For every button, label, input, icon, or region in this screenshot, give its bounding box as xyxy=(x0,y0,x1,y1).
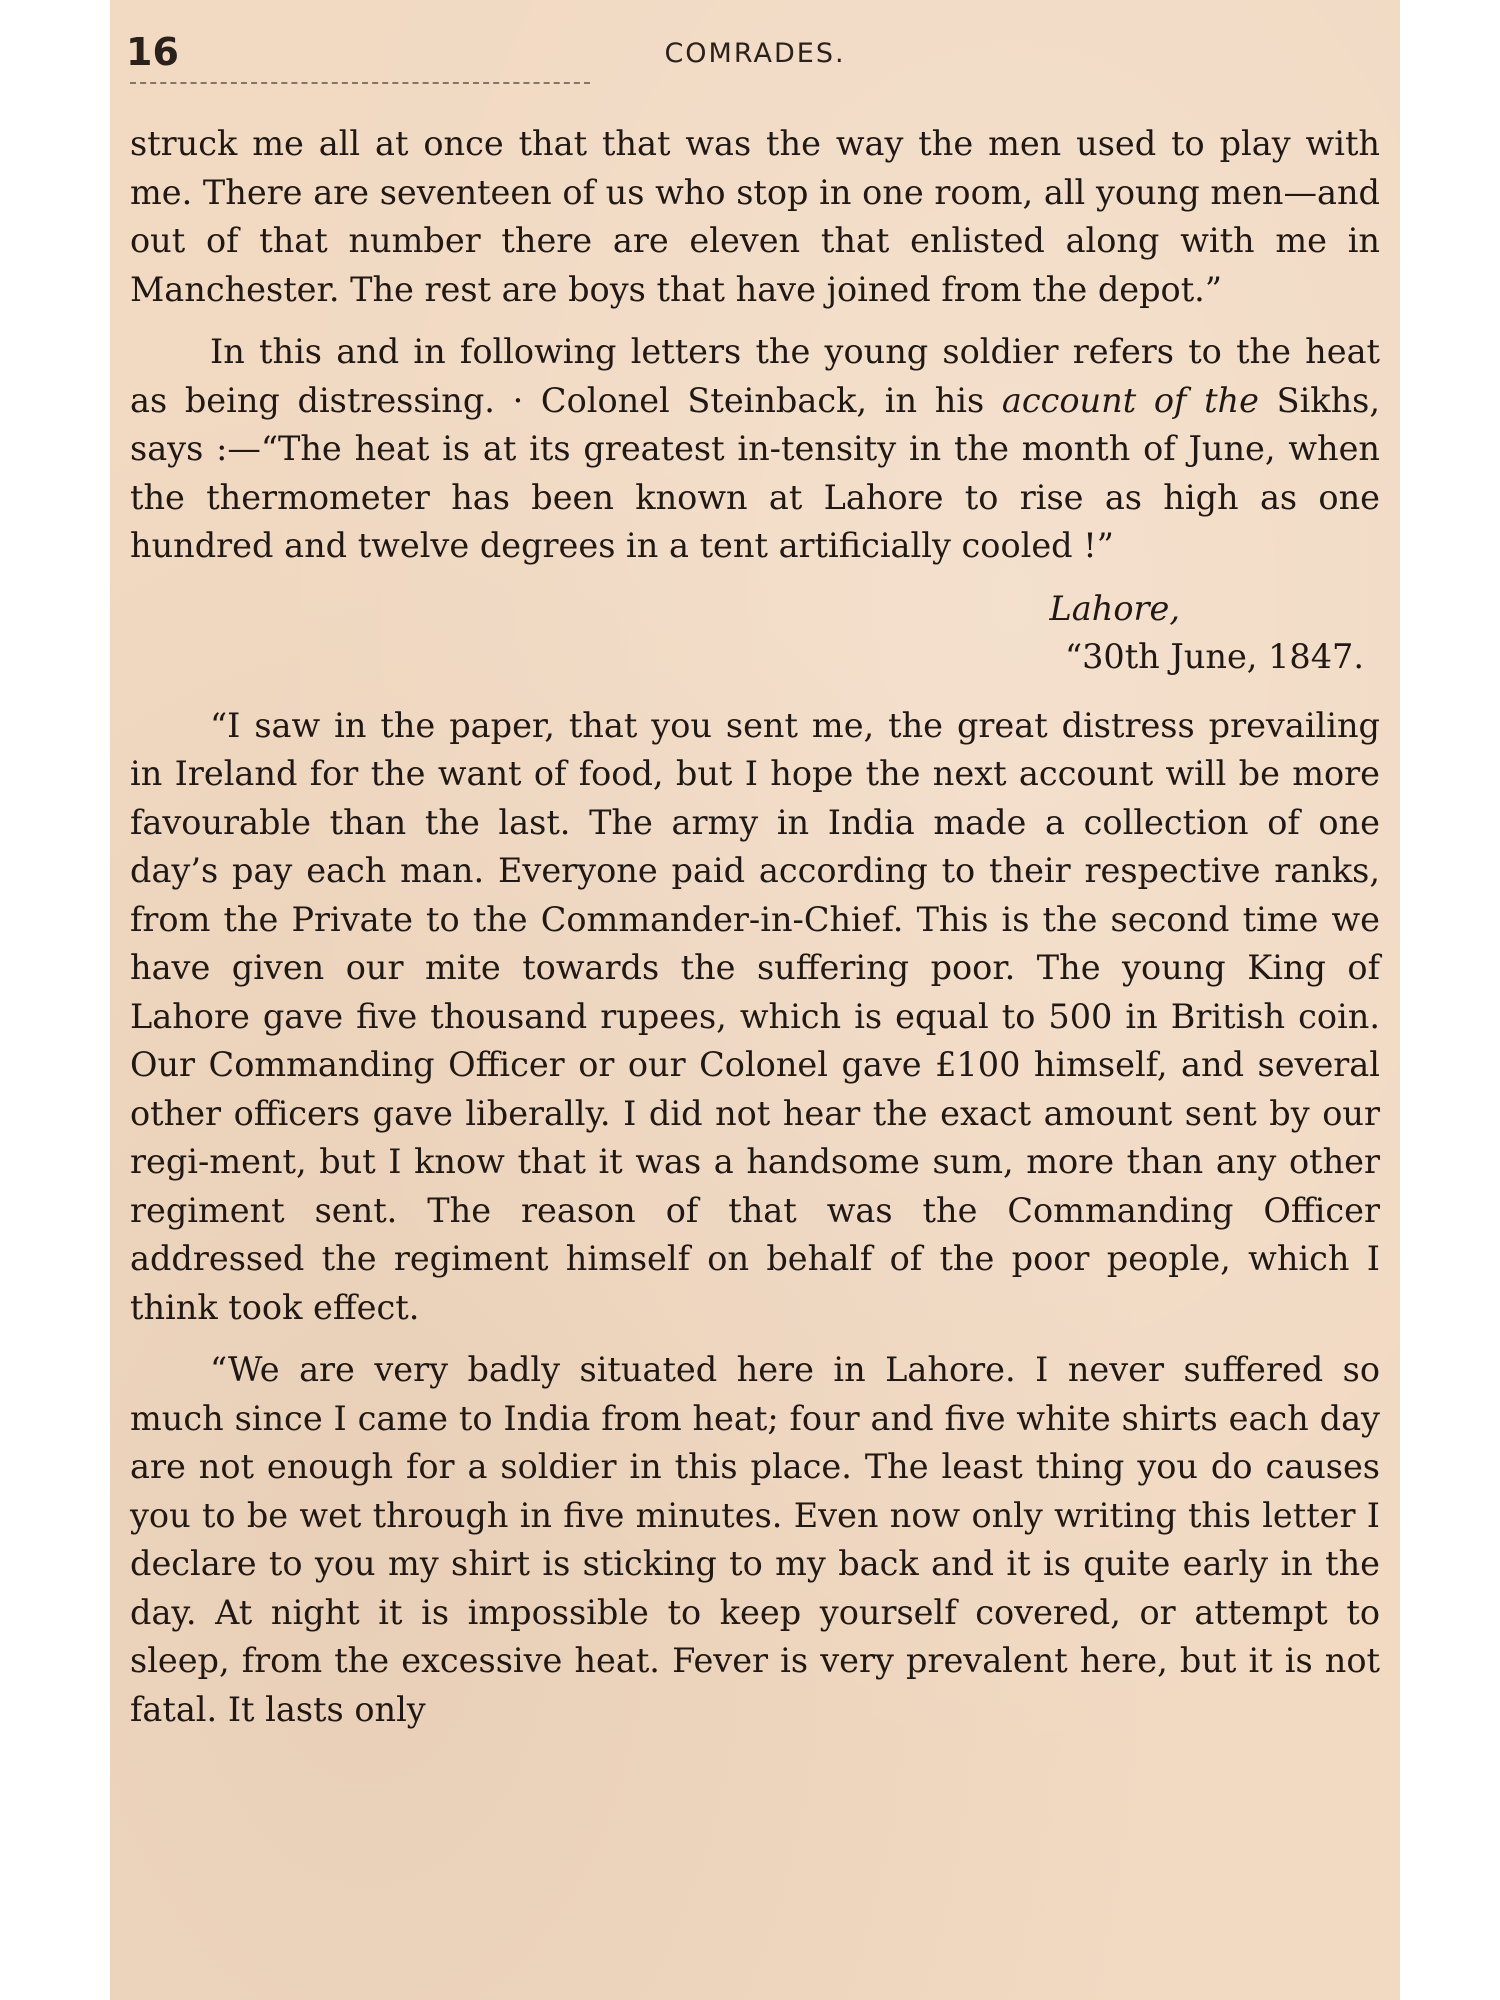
paragraph-heat-text-b: Sikhs, says :—“The heat is at its greatest in-tensity in the month of June, when the thermometer has been known at Lahore to rise as high as one hundred and twelve degrees in a tent artificially cooled !” xyxy=(130,380,1381,565)
paragraph-heat-commentary xyxy=(130,328,1380,571)
running-title: COMRADES. xyxy=(664,38,846,69)
letter-date: “30th June, 1847. xyxy=(1064,637,1364,676)
letter-place: Lahore, xyxy=(1049,588,1180,628)
paragraph-ireland-collection: “I saw in the paper, that you sent me, the great distress prevailing in Ireland for the want of food, but I hope the next account will be more favourable than the last. The army in India made a collection of one day’s pay each man. Everyone paid according to their respective ranks, from the Private to the Commander-in-Chief. This is the second time we have given our mite towards the suffering poor. The young King of Lahore gave five thousand rupees, which is equal to 500 in British coin. Our Commanding Officer or our Colonel gave £100 himself, and several other officers gave liberally. I did not hear the exact amount sent by our regi-ment, but I know that it was a handsome sum, more than any other regiment sent. The reason of that was the Commanding Officer addressed the regiment himself on behalf of the poor people, which I think took effect. xyxy=(130,705,1380,1327)
paragraph-lahore-heat: “We are very badly situated here in Lahore. I never suffered so much since I came to India from heat; four and five white shirts each day are not enough for a soldier in this place. The least thing you do causes you to be wet through in five minutes. Even now only writing this letter I declare to you my shirt is sticking to my back and it is quite early in the day. At night it is impossible to keep yourself covered, or attempt to sleep, from the excessive heat. Fever is very prevalent here, but it is not fatal. It lasts only xyxy=(130,1350,1380,1729)
paragraph-heat-text-a: In this and in following letters the young soldier refers to the heat as being distressing. · Colonel Steinback, in his xyxy=(130,332,1380,420)
paragraph-continuation: struck me all at once that that was the way the men used to play with me. There are seventeen of us who stop in one room, all young men—and out of that number there are eleven that enlisted along with me in Manchester. The rest are boys that have joined from the depot.” xyxy=(130,124,1380,309)
page-body xyxy=(130,120,1380,1748)
page-number: 16 xyxy=(126,30,179,74)
page-header xyxy=(110,30,1400,90)
paragraph-heat-italic: account of the xyxy=(1001,380,1259,420)
header-rule xyxy=(130,82,590,84)
book-page xyxy=(110,0,1400,2000)
